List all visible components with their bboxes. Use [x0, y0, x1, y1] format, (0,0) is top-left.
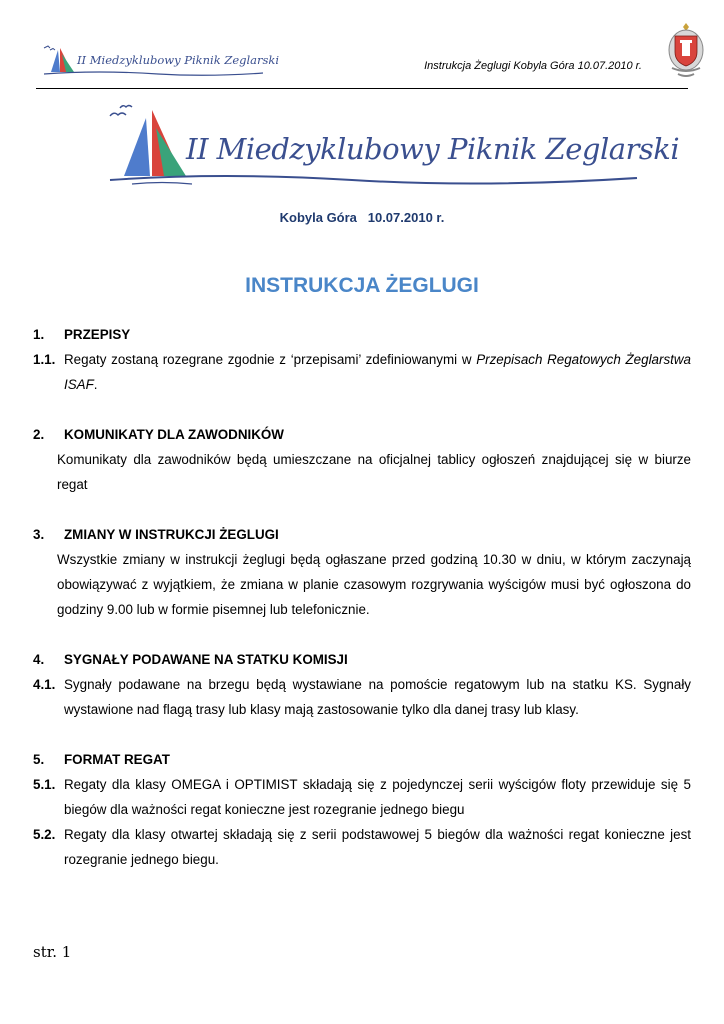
item-number: 4.1.: [33, 677, 56, 692]
section-heading: [33, 322, 691, 347]
list-item: [33, 672, 691, 722]
section-title: ZMIANY W INSTRUKCJI ŻEGLUGI: [64, 527, 279, 542]
item-text: Regaty dla klasy OMEGA i OPTIMIST składają się z pojedynczej serii wyścigów floty przewiduje się 5 biegów dla ważności regat konieczne jest rozegranie jednego biegu: [64, 777, 691, 817]
spacer: [33, 622, 691, 647]
item-text-italic: Przepisach Regatowych Żeglarstwa ISAF: [64, 352, 691, 392]
list-item: [33, 772, 691, 822]
section-number: 1.: [33, 327, 45, 342]
item-text: [64, 347, 691, 397]
header-logo: [38, 44, 280, 80]
item-number: 5.1.: [33, 777, 56, 792]
section-heading: [33, 422, 691, 447]
document-title: INSTRUKCJA ŻEGLUGI: [245, 274, 479, 297]
item-text-part: Regaty zostaną rozegrane zgodnie z ‘przepisami’ zdefiniowanymi w: [64, 352, 477, 367]
header-logo-text: II Miedzyklubowy Piknik Zeglarski: [77, 53, 280, 67]
header-divider: [36, 88, 688, 89]
spacer: [33, 722, 691, 747]
page-number: str. 1: [33, 943, 72, 961]
document-body: [33, 322, 691, 872]
section-title: PRZEPISY: [64, 327, 131, 342]
section-number: 5.: [33, 752, 45, 767]
section-heading: [33, 647, 691, 672]
spacer: [33, 497, 691, 522]
spacer: [33, 397, 691, 422]
event-date-line: Kobyla Góra 10.07.2010 r.: [279, 210, 445, 225]
item-text-end: .: [93, 377, 98, 392]
section-title: KOMUNIKATY DLA ZAWODNIKÓW: [64, 427, 284, 442]
section-heading: [33, 747, 691, 772]
header-document-info: Instrukcja Żeglugi Kobyla Góra 10.07.2010 r.: [424, 60, 642, 72]
coat-of-arms-icon: [666, 22, 706, 80]
section-heading: [33, 522, 691, 547]
section-paragraph: Komunikaty dla zawodników będą umieszczane na oficjalnej tablicy ogłoszeń znajdującej się w biurze regat: [57, 452, 691, 492]
section-paragraph: Wszystkie zmiany w instrukcji żeglugi będą ogłaszane przed godziną 10.30 w dniu, w którym zaczynają obowiązywać z wyjątkiem, że zmiana w planie czasowym rozgrywania wyścigów musi być ogłoszona do godziny 9.00 lub w formie pisemnej lub telefonicznie.: [57, 552, 691, 617]
item-text: Sygnały podawane na brzegu będą wystawiane na pomoście regatowym lub na statku KS. Sygnały wystawione nad flagą trasy lub klasy mają zastosowanie tylko dla danej trasy lub klasy.: [64, 677, 691, 717]
banner-logo-text: II Miedzyklubowy Piknik Zeglarski: [186, 132, 680, 166]
item-number: 1.1.: [33, 352, 56, 367]
list-item: [33, 822, 691, 872]
item-text: Regaty dla klasy otwartej składają się z serii podstawowej 5 biegów dla ważności regat konieczne jest rozegranie jednego biegu.: [64, 827, 691, 867]
section-number: 2.: [33, 427, 45, 442]
section-number: 3.: [33, 527, 45, 542]
item-number: 5.2.: [33, 827, 56, 842]
section-title: FORMAT REGAT: [64, 752, 170, 767]
banner-logo: [102, 104, 680, 196]
section-title: SYGNAŁY PODAWANE NA STATKU KOMISJI: [64, 652, 348, 667]
list-item: [33, 347, 691, 397]
section-number: 4.: [33, 652, 45, 667]
